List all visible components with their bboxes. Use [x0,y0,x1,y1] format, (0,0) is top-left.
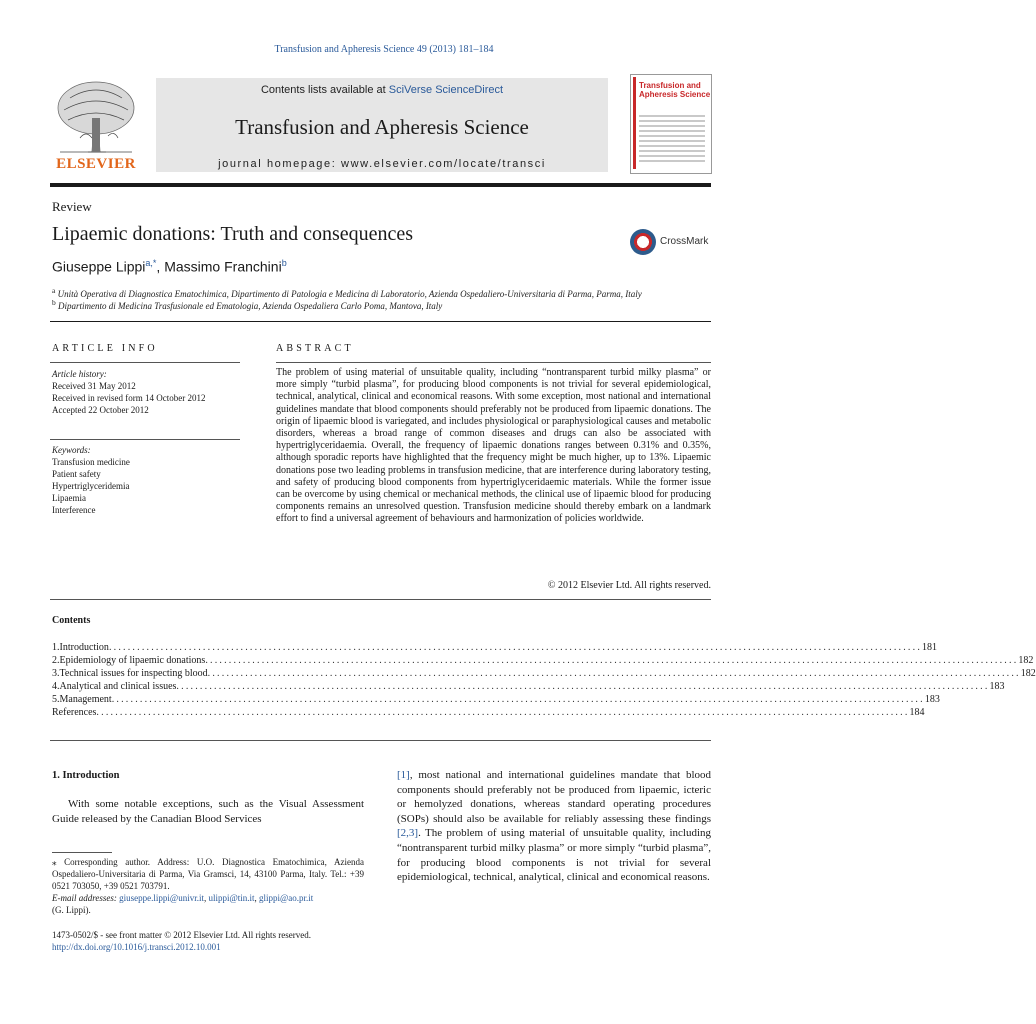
toc-label[interactable]: Introduction [59,642,109,653]
accepted-date: Accepted 22 October 2012 [52,405,149,415]
keywords-block [52,444,240,516]
contents-heading: Contents [52,615,91,626]
contents-prefix: Contents lists available at [260,84,389,96]
abstract-bottom-rule [50,599,711,600]
author-affiliation-marker[interactable]: b [281,258,287,268]
abstract-copyright: © 2012 Elsevier Ltd. All rights reserved. [547,580,711,591]
masthead [50,74,711,178]
corresponding-author-footnote [52,856,364,916]
keyword: Lipaemia [52,493,86,503]
email-link[interactable]: ulippi@tin.it [208,893,255,903]
toc-page: 182 [1020,668,1036,679]
author-separator: , [156,258,165,275]
toc-leader: ............................................................................................................................................................................. [176,681,990,692]
keyword: Hypertriglyceridemia [52,481,130,491]
email-link[interactable]: glippi@ao.pr.it [259,893,314,903]
toc-page: 184 [909,707,925,718]
crossmark-icon [630,229,656,255]
issn-block [52,929,364,953]
article-history [52,368,240,416]
table-of-contents [52,641,1036,719]
sciencedirect-link[interactable]: SciVerse ScienceDirect [388,84,504,96]
toc-page: 183 [924,694,940,705]
introduction-paragraph: With some notable exceptions, such as the Visual Assessment Guide released by the Canadian Blood Services [52,798,364,825]
email-label: E-mail addresses: [52,893,120,903]
toc-number: 3. [52,668,60,679]
keyword: Transfusion medicine [52,457,130,467]
toc-label[interactable]: Analytical and clinical issues [59,681,177,692]
toc-entry[interactable] [52,680,1005,693]
affiliation-text: Dipartimento di Medicina Trasfusionale ed Ematologia, Azienda Ospedaliera Carlo Poma, Mantova, Italy [58,301,443,311]
toc-leader: ............................................................................................................................................................................. [205,655,1019,666]
abstract-heading: ABSTRACT [276,343,354,354]
cover-accent-bar [633,77,636,169]
keywords-label: Keywords: [52,445,91,455]
issn-line: 1473-0502/$ - see front matter © 2012 Elsevier Ltd. All rights reserved. [52,930,312,940]
contents-line [156,84,608,96]
toc-leader: ............................................................................................................................................................................. [96,707,910,718]
affiliation-text: Unità Operativa di Diagnostica Ematochimica, Dipartimento di Patologia e Medicina di Laboratorio, Azienda Ospedaliero-Universitaria di Parma, Parma, Italy [57,289,642,299]
introduction-heading: 1. Introduction [52,770,120,781]
toc-label[interactable]: Management [59,694,112,705]
toc-number: 2. [52,655,60,666]
introduction-left-column [52,797,364,826]
doi-link[interactable]: http://dx.doi.org/10.1016/j.transci.2012.10.001 [52,942,221,952]
abstract-body: The problem of using material of unsuitable quality, including “nontransparent turbid milky plasma” or more simply “turbid plasma”, for producing blood components is not trivial for several epidemiological, technical, analytical, clinical and economical reasons. With some exception, most national and international guidelines mandate that blood components should preferably not be produced from lipaemic donations. The origin of lipaemic blood is variegated, and includes physiological or paraphysiological causes and metabolic disorders, whereas a broad range of common diseases and drugs can also be associated with hypertriglyceridaemia. Overall, the frequency of lipaemic donations ranges between 0.31% and 0.35%, although sporadic reports have highlighted that the frequency might be much higher, up to 13%. Lipaemic donations pose two leading problems in transfusion medicine, that are interference during laboratory testing, and safety of producing blood components from hypertriglyceridaemic materials. While the former issue can be overcome by using chemical or mechanical methods, the clinical use of lipaemic blood for producing components remains an unresolved question. Transfusion medicine should thereby embark on a landmark effort to find a universal agreement of behaviours and harmonization of policies worldwide. [276,367,711,525]
toc-page: 182 [1018,655,1034,666]
toc-entry[interactable] [52,667,1036,680]
toc-number: 5. [52,694,60,705]
email-link[interactable]: giuseppe.lippi@univr.it [119,893,204,903]
corresponding-author-text: ⁎ Corresponding author. Address: U.O. Diagnostica Ematochimica, Azienda Ospedaliero-Universitaria di Parma, Via Gramsci, 14, 43100 Parma, Italy. Tel.: +39 0521 703050, +39 0521 703791. [52,857,364,891]
article-type: Review [52,199,92,214]
crossmark-label: CrossMark [660,236,709,247]
toc-label[interactable]: Epidemiology of lipaemic donations [59,655,206,666]
affiliation-b [52,298,442,311]
received-date: Received 31 May 2012 [52,381,136,391]
introduction-paragraph: . The problem of using material of unsuitable quality, including “nontransparent turbid milky plasma” or more simply “turbid plasma”, for producing blood components is not trivial for several epidemiological, technical, analytical, clinical and economical reasons. [397,827,711,884]
introduction-right-column [397,768,711,885]
author-list [52,258,287,275]
cover-title: Transfusion and Apheresis Science [639,81,711,99]
journal-homepage[interactable]: journal homepage: www.elsevier.com/locate/transci [218,158,546,170]
abstract-rule [276,362,711,363]
toc-number: 1. [52,642,60,653]
toc-number: 4. [52,681,60,692]
citation-link[interactable]: [2,3] [397,827,419,840]
toc-entry[interactable] [52,693,940,706]
author-name[interactable]: Giuseppe Lippi [52,258,146,275]
toc-page: 181 [922,642,938,653]
article-title: Lipaemic donations: Truth and consequences [52,223,414,245]
publisher-wordmark: ELSEVIER [56,156,136,172]
email-line: E-mail addresses: giuseppe.lippi@univr.it, ulippi@tin.it, glippi@ao.pr.it [52,893,314,903]
email-suffix: (G. Lippi). [52,905,91,915]
toc-entry[interactable] [52,641,938,654]
revised-date: Received in revised form 14 October 2012 [52,393,206,403]
affiliation-marker: b [52,298,56,307]
header-rule [50,183,711,187]
author-affiliation-marker[interactable]: a,* [145,258,157,268]
journal-banner [156,78,608,172]
article-info-heading: ARTICLE INFO [52,343,158,354]
journal-citation[interactable]: Transfusion and Apheresis Science 49 (2013) 181–184 [274,44,494,55]
article-info-divider [50,439,240,440]
toc-page: 183 [989,681,1005,692]
cover-text-lines [639,115,705,165]
crossmark-button[interactable] [630,229,712,257]
toc-label[interactable]: Technical issues for inspecting blood [59,668,208,679]
toc-leader: ............................................................................................................................................................................. [108,642,923,653]
toc-leader: ............................................................................................................................................................................. [207,668,1021,679]
citation-link[interactable]: [1] [397,769,410,781]
footnote-rule [52,852,112,853]
toc-entry[interactable] [52,706,925,719]
section-rule [50,321,711,322]
history-label: Article history: [52,369,107,379]
author-name[interactable]: Massimo Franchini [164,258,282,275]
journal-cover-thumbnail[interactable] [630,74,712,174]
keyword: Interference [52,505,96,515]
contents-bottom-rule [50,740,711,741]
toc-leader: ............................................................................................................................................................................. [111,694,925,705]
journal-title: Transfusion and Apheresis Science [235,115,529,139]
article-info-rule [50,362,240,363]
introduction-paragraph: , most national and international guidelines mandate that blood components should preferably not be produced from lipaemic, icteric or hemolyzed donations, whereas standard operating procedures (SOPs) should also be available for reliably assessing these findings [397,769,711,825]
keyword: Patient safety [52,469,101,479]
toc-label[interactable]: References [52,707,97,718]
toc-entry[interactable] [52,654,1034,667]
affiliation-marker: a [52,286,56,295]
